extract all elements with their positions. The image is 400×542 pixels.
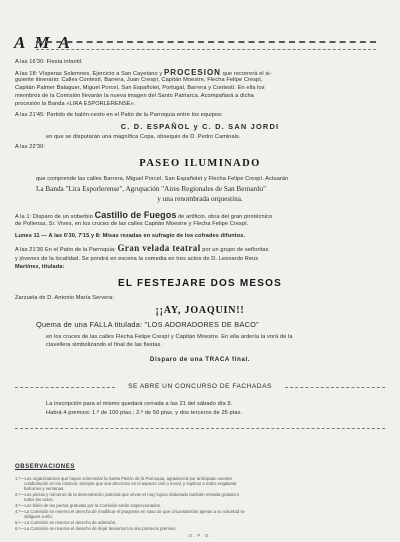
section-divider (15, 428, 385, 429)
schedule-line: miembros de la Comisión llevarán la nueva imagen del Santo Patriarca. Acompañará a dicha (15, 93, 254, 99)
zarzuela-title: ¡¡AY, JOAQUIN!! (155, 305, 245, 316)
schedule-line: en los cruces de las calles Flecha Felipe Crespí y Capitán Moestre. En ella ardería la vorá de la (46, 334, 293, 340)
schedule-line: en que se disputarán una magnífica Copa, obsequio de D. Pedro Caminals. (46, 134, 241, 140)
observation-item: 4.º—La Comisión se reserva el derecho de modificar el programa en caso de que circunstancias ajenas a su voluntad se (15, 509, 245, 514)
observation-item: 1.º—Los organizadores que hayan solemnizar la Santa Patrón de la Parroquia, agradecerá por anticipado vuestra (15, 476, 232, 481)
schedule-line: A las 21'45: Partido de balón-cesto en el Patio de la Parroquia entre los equipos: (15, 112, 223, 118)
schedule-line: de Pollensa, Sr. Vives, en los cruces de las calles Capitán Moestre y Flecha Felipe Crespí. (15, 221, 249, 227)
schedule-line: Capitán Palmer Balaguer, Miguel Porcel, San Españolet, Portugal, Barrera y Contestí. En ella los (15, 85, 265, 91)
observation-item: obliguen a ello. (24, 514, 53, 519)
observation-item: todos los actos. (24, 497, 54, 502)
observation-item: 3.º—Los bileis de las piezas gratuitas por la Comisión serán inspeccionados. (15, 503, 162, 508)
observation-item: 2.º—Los piezas y números de la demostración patronal que sirvan el muy lujoso elaborado también entrada gratuita a (15, 492, 240, 497)
contest-rule-right (285, 387, 385, 388)
teams-heading: C. D. ESPAÑOL y C. D. SAN JORDI (120, 122, 280, 131)
paseo-heading: PASEO ILUMINADO (139, 158, 261, 169)
contest-line: Habrá 4 premios: 1.º de 100 ptas.; 2.º de 50 ptas. y dos terceros de 25 ptas. (46, 410, 243, 416)
schedule-line: clavellera simbolizando el final de las fiestas. (46, 342, 163, 348)
schedule-line: Martínez, titulada: (15, 264, 65, 270)
schedule-line: A la 1: Disparo de un soberbio Castillo de Fuegos de artificio, obra del gran pirotécnico (15, 211, 273, 220)
traca-line: Disparo de una TRACA final. (149, 356, 251, 363)
schedule-line: A las 22'30: (15, 144, 45, 150)
observation-item: 5.º—La Comisión se reserva el derecho de admisión. (15, 520, 117, 525)
schedule-line: Zarzuela de D. Antonio María Servera: (15, 295, 115, 301)
schedule-line: procesión la Banda «LIRA ESPORLERENSE». (15, 101, 136, 107)
program-title: AMA (14, 33, 79, 52)
observation-item: colaboración en los mismos, siempre que sea decoroso en el aspecto civil o moral, y suplicar a todos engalanar (24, 481, 237, 486)
schedule-line: A las 18: Vísperas Solemnes, Ejercicio a San Cayetano y PROCESION que recorrerá el si- (15, 68, 272, 77)
schedule-line: A las 16'30: Fiesta infantil. (15, 59, 83, 65)
schedule-line: A las 21'30 En el Patio de la Parroquia: Gran velada teatral por un grupo de señoritas (15, 244, 269, 253)
observation-item: balcones y ventanas. (24, 486, 65, 491)
monday-line: Lunes 11 — A las 6'30, 7'15 y 8: Misas rezadas en sufragio de los cofrades difuntos. (15, 233, 246, 239)
observation-item: 6.º—La Comisión se reserva el derecho de dejar desiertos los dos primeros premios. (15, 526, 177, 531)
contest-line: La inscripción para el mismo quedará cerrada a las 21 del sábado día 9. (46, 401, 233, 407)
bands-line: La Banda "Lira Esporlerense", Agrupación "Aires Regionales de San Bernardo" (36, 185, 267, 193)
orchestra-line: y una renombrada orquestina. (157, 195, 243, 203)
title-rule (36, 41, 376, 50)
contest-heading: SE ABRE UN CONCURSO DE FACHADAS (128, 383, 272, 390)
footer-initials: O. P. D. (188, 533, 212, 538)
schedule-line: y jóvenes de la localidad. Se pondrá en escena la comedia en tres actos de D. Leonardo Reus (15, 256, 259, 262)
observations-heading: OBSERVACIONES (15, 464, 75, 470)
schedule-line: que comprende las calles Barrera, Miguel Porcel, San Españolet y Flecha Felipe Crespí. Actuarán (36, 176, 289, 182)
comedy-title: EL FESTEJARE DOS MESOS (117, 278, 283, 289)
falla-line: Quema de una FALLA titulada: "LOS ADORADORES DE BACO" (36, 320, 259, 329)
schedule-line: guiente itinerario: Calles Contestí, Barrera, Juan Crespí, Capitán Moestre, Flecha Felipe Crespí, (15, 77, 263, 83)
